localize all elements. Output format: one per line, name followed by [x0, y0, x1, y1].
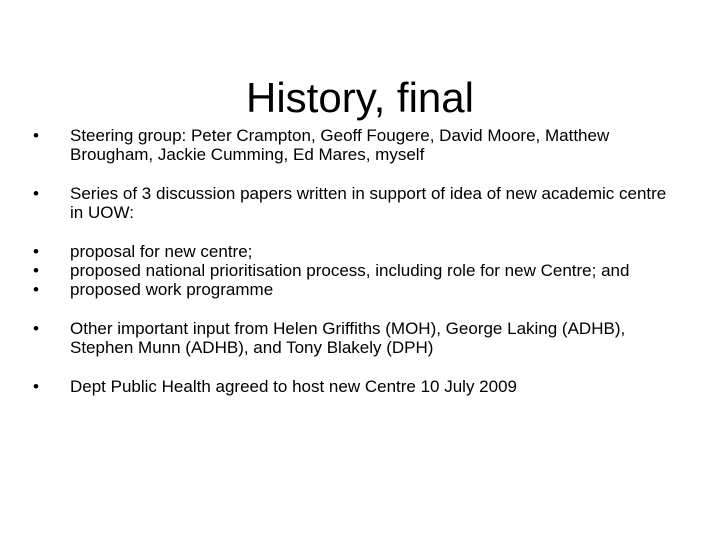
- bullet-text: Series of 3 discussion papers written in support of idea of new academic centre in UOW:: [70, 184, 667, 222]
- bullet-discussion-papers: [33, 184, 683, 222]
- bullet-icon: •: [33, 126, 39, 145]
- bullet-icon: •: [33, 261, 39, 280]
- bullet-icon: •: [33, 377, 39, 396]
- bullet-steering-group: [33, 126, 683, 164]
- bullet-icon: •: [33, 184, 39, 203]
- slide-title: History, final: [246, 74, 474, 122]
- bullet-icon: •: [33, 242, 39, 261]
- bullet-other-input: [33, 319, 683, 357]
- bullet-prioritisation-process: [33, 261, 683, 280]
- bullet-text: proposal for new centre;: [70, 242, 253, 261]
- bullet-text: Other important input from Helen Griffiths (MOH), George Laking (ADHB), Stephen Munn (ADHB), and Tony Blakely (DPH): [70, 319, 626, 357]
- bullet-proposal-new-centre: [33, 242, 683, 261]
- bullet-text: proposed work programme: [70, 280, 274, 299]
- bullet-list: [33, 126, 683, 396]
- bullet-text: proposed national prioritisation process, including role for new Centre; and: [70, 261, 630, 280]
- bullet-text: Steering group: Peter Crampton, Geoff Fougere, David Moore, Matthew Brougham, Jackie Cumming, Ed Mares, myself: [70, 126, 610, 164]
- bullet-icon: •: [33, 319, 39, 338]
- bullet-dept-public-health: [33, 377, 683, 396]
- bullet-icon: •: [33, 280, 39, 299]
- bullet-work-programme: [33, 280, 683, 299]
- bullet-text: Dept Public Health agreed to host new Centre 10 July 2009: [70, 377, 517, 396]
